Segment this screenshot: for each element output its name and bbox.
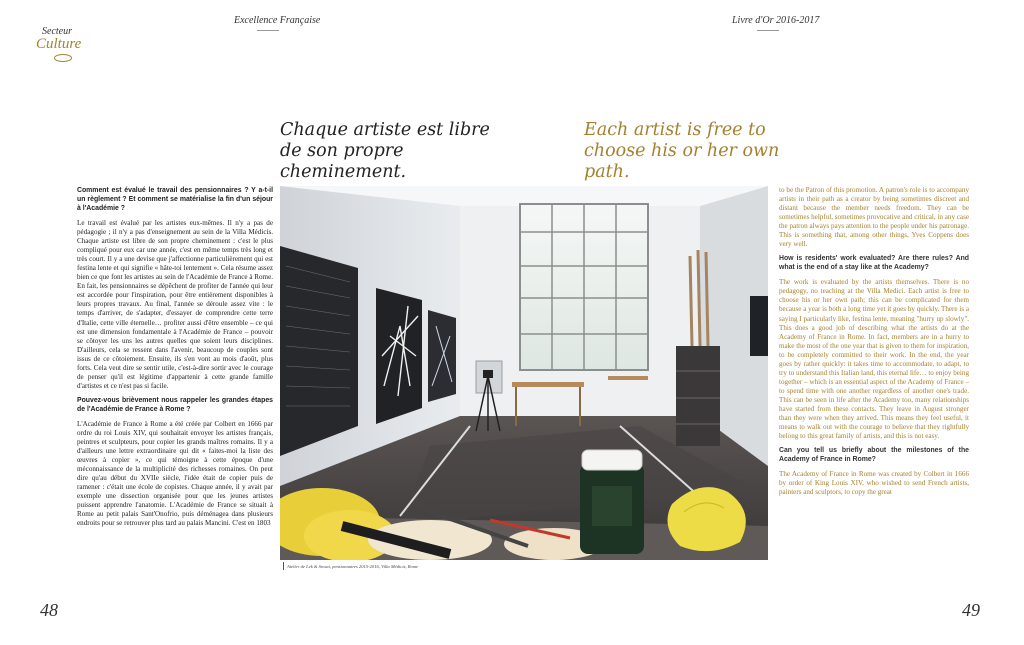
left-text-column xyxy=(77,186,273,570)
body-paragraph: Le travail est évalué par les artistes eux-mêmes. Il n'y a pas de pédagogie ; il n'y a pas d'enseignement au sein de la Villa Médicis. Chaque artiste est libre de son propre cheminement : c'est le plus compliqué pour eux car une année, c'est en même temps très long et très court. Il y a une devise que j'affectionne particulièrement qui est festina lente et qui signifie « hâte-toi lentement ». Cela résume assez bien ce que font les artistes au sein de l'Académie de France à Rome. En fait, les pensionnaires se dépêchent de profiter de l'année qui leur est accordée pour l'inspiration, pour être entièrement disponibles à leurs propres travaux. Au final, l'année se déroule assez vite : le temps d'arriver, de s'adapter, d'essayer de comprendre cette terre d'Italie, cette ville éternelle… profiter aussi d'être ensemble – ce qui est une dimension fondamentale à l'Académie de France – pouvoir se côtoyer les uns les autres quelles que soient leurs disciplines. D'ailleurs, cela se ressent dans l'avenir, beaucoup de couples sont issus de ce côtoiement. Ensuite, ils s'en vont au mois d'août, plus forts. Cela veut dire se sentir utile, c'est-à-dire sortir avec le courage de penser qu'il est légitime d'appartenir à cette grande famille d'artistes et ce n'est pas si facile. xyxy=(77,219,273,390)
running-header-left: Excellence Française xyxy=(234,15,321,26)
caption-marker xyxy=(283,562,284,570)
question-heading: Comment est évalué le travail des pensionnaires ? Y a-t-il un règlement ? Et comment se matérialise la fin d'un séjour à l'Académie ? xyxy=(77,187,273,212)
studio-photo xyxy=(280,186,768,560)
body-paragraph: The work is evaluated by the artists themselves. There is no pedagogy, no teaching at the Villa Medici. Each artist is free to choose his or her own path; this can be complicated for them because a year is both a long time yet it goes by quickly. There is a saying I particularly like, festina lente, meaning "hurry up slowly". This does a good job of describing what the artists do at the Academy of France in Rome. In fact, members are in a hurry to make the most of the one year that is given to them for inspiration, to be completely committed to their work. In the end, the year goes by rather quickly: it takes time to accommodate, to adapt, to try to understand this Italian land, this eternal life… to enjoy being together – which is an essential aspect of the Academy of France – to spend time with one another regardless of another one's trade. This can be seen in life after the Academy too, many relationships have started from these contacts. They leave in August stronger than they were when they arrived. This means they feel useful, it means to walk out with the courage to believe that they rightfully belong to this great family of artists, and this is not easy. xyxy=(779,278,969,441)
page-number-right: 49 xyxy=(962,600,980,620)
question-heading: Can you tell us briefly about the milestones of the Academy of France in Rome? xyxy=(779,447,969,464)
question-heading: How is residents' work evaluated? Are there rules? And what is the end of a stay like at the Academy? xyxy=(779,255,969,272)
pullquote-english: Each artist is free to choose his or her own path. xyxy=(584,120,780,182)
body-paragraph: to be the Patron of this promotion. A patron's role is to accompany artists in their path as a creator by being sometimes discreet and distant because the member needs freedom. They can be sometimes helpful, sometimes provocative and critical, in any case the patron always pays attention to the people under his patronage. This is something that, among other things, Yves Coppens does very well. xyxy=(779,186,969,249)
logo-top-text: Secteur xyxy=(42,26,72,37)
header-rule-left xyxy=(257,30,279,31)
running-header-right: Livre d'Or 2016-2017 xyxy=(732,15,820,26)
photo-caption: Atelier de Lek & Sowat, pensionnaires 2015-2016, Villa Médicis, Rome xyxy=(287,564,419,569)
pullquote-french: Chaque artiste est libre de son propre cheminement. xyxy=(280,120,490,182)
section-logo xyxy=(32,24,84,66)
page-number-left: 48 xyxy=(40,600,58,620)
body-paragraph: L'Académie de France à Rome a été créée par Colbert en 1666 par ordre du roi Louis XIV, qui souhaitait envoyer les artistes français, peintres et sculpteurs, pour copier les grands maîtres romains. Il y a d'ailleurs une lettre extraordinaire qui dit « faites-moi la liste des œuvres à copier », ce qui témoigne à cette époque d'une méconnaissance de la multiplicité des richesses romaines. On peut dire qu'au début du XVIIe siècle, l'idée était de copier puis de ramener : c'était une école de copistes. Chaque année, il y avait par exemple une dissection organisée pour que les jeunes artistes puissent apprendre l'anatomie. L'Académie de France se situait à Rome au petit palais Sant'Onofrio, puis déménagea dans plusieurs endroits pour se retrouver plus tard au palais Mancini. C'est en 1803 xyxy=(77,419,273,528)
right-text-column xyxy=(779,186,969,570)
header-rule-right xyxy=(757,30,779,31)
logo-swirl-icon xyxy=(54,54,72,62)
logo-main-text: Culture xyxy=(36,36,82,52)
body-paragraph: The Academy of France in Rome was created by Colbert in 1666 by order of King Louis XIV, who wished to send French artists, painters and sculptors, to copy the great xyxy=(779,470,969,497)
question-heading: Pouvez-vous brièvement nous rappeler les grandes étapes de l'Académie de France à Rome ? xyxy=(77,396,273,413)
